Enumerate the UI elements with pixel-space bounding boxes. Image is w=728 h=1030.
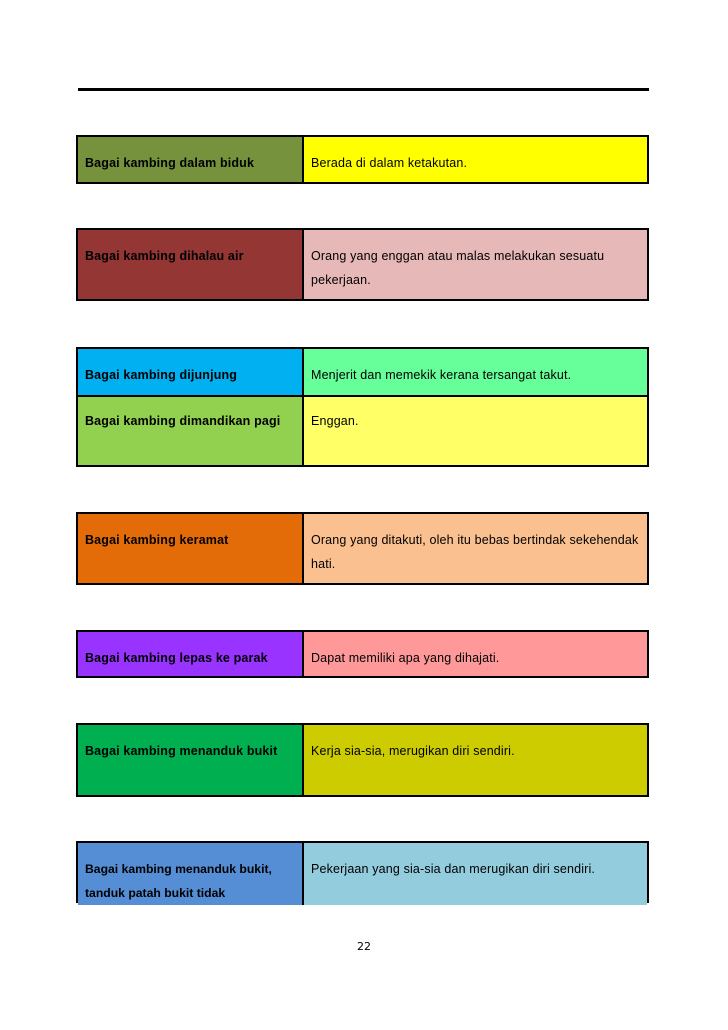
peribahasa-term: Bagai kambing keramat	[78, 514, 304, 583]
peribahasa-term: Bagai kambing lepas ke parak	[78, 632, 304, 676]
peribahasa-entry	[76, 228, 649, 301]
peribahasa-term: Bagai kambing menanduk bukit, tanduk patah bukit tidak	[78, 843, 304, 905]
peribahasa-row	[78, 349, 647, 395]
page-number: 22	[357, 940, 371, 953]
peribahasa-meaning: Dapat memiliki apa yang dihajati.	[304, 632, 647, 676]
peribahasa-row	[78, 843, 647, 905]
peribahasa-meaning: Kerja sia-sia, merugikan diri sendiri.	[304, 725, 647, 795]
top-rule	[78, 88, 649, 91]
peribahasa-entry	[76, 512, 649, 585]
peribahasa-meaning: Pekerjaan yang sia-sia dan merugikan diri sendiri.	[304, 843, 647, 905]
peribahasa-row	[78, 395, 647, 465]
peribahasa-entry	[76, 347, 649, 467]
peribahasa-row	[78, 230, 647, 299]
peribahasa-meaning: Orang yang enggan atau malas melakukan sesuatu pekerjaan.	[304, 230, 647, 299]
peribahasa-meaning: Orang yang ditakuti, oleh itu bebas bertindak sekehendak hati.	[304, 514, 647, 583]
peribahasa-meaning: Berada di dalam ketakutan.	[304, 137, 647, 182]
peribahasa-term: Bagai kambing dihalau air	[78, 230, 304, 299]
peribahasa-row	[78, 514, 647, 583]
peribahasa-meaning: Enggan.	[304, 397, 647, 465]
peribahasa-term: Bagai kambing dimandikan pagi	[78, 397, 304, 465]
peribahasa-entry	[76, 841, 649, 903]
peribahasa-term: Bagai kambing dalam biduk	[78, 137, 304, 182]
peribahasa-entry	[76, 135, 649, 184]
peribahasa-meaning: Menjerit dan memekik kerana tersangat takut.	[304, 349, 647, 395]
peribahasa-entry	[76, 630, 649, 678]
peribahasa-row	[78, 137, 647, 182]
peribahasa-term: Bagai kambing dijunjung	[78, 349, 304, 395]
peribahasa-term: Bagai kambing menanduk bukit	[78, 725, 304, 795]
peribahasa-row	[78, 725, 647, 795]
peribahasa-row	[78, 632, 647, 676]
peribahasa-entry	[76, 723, 649, 797]
